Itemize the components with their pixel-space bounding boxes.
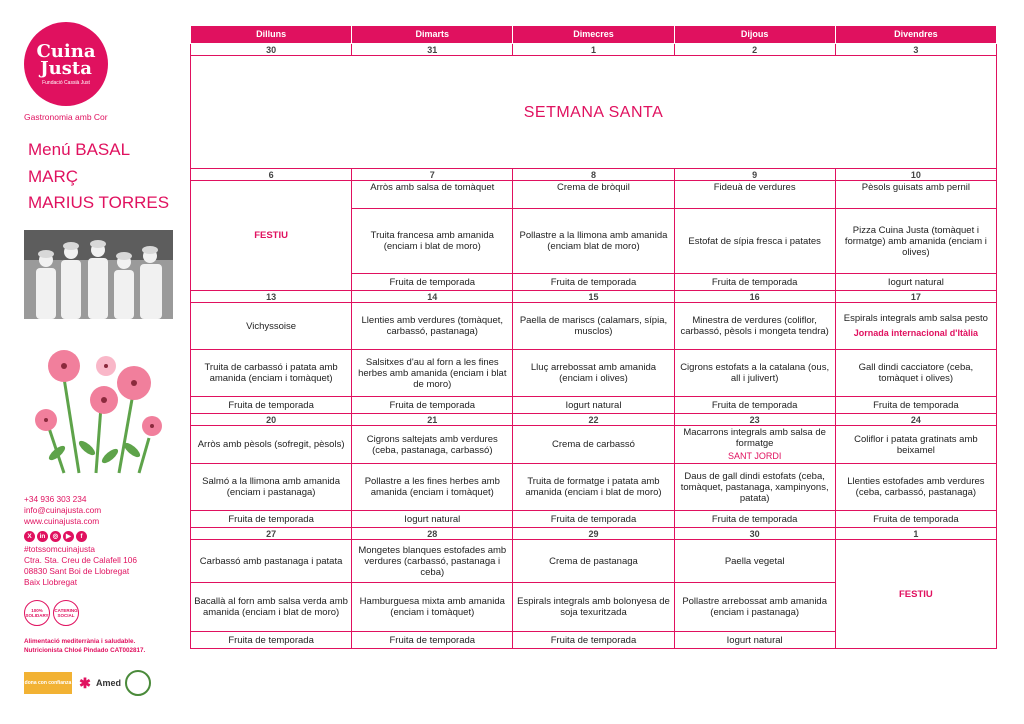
day-header: Dijous <box>674 26 835 44</box>
amed-mark-icon: ✱ <box>79 675 91 691</box>
dessert: Fruita de temporada <box>513 274 674 291</box>
dessert: Fruita de temporada <box>352 274 513 291</box>
logo-subtitle: Fundació Cassià Just <box>42 79 90 86</box>
second-course: Truita de formatge i patata amb amanida (enciam i blat de moro) <box>513 464 674 511</box>
dona-con-confianza-logo: dona con confianza <box>24 672 72 694</box>
dessert: Fruita de temporada <box>513 632 674 649</box>
first-course-cell <box>674 426 835 464</box>
note-line2: Nutricionista Chloé Pindado CAT002817. <box>24 647 146 654</box>
menu-type: Menú BASAL <box>28 140 131 159</box>
dessert: Iogurt natural <box>352 511 513 528</box>
date-cell: 1 <box>835 528 996 540</box>
second-course: Pollastre a les fines herbes amb amanida (enciam i tomàquet) <box>352 464 513 511</box>
dessert: Fruita de temporada <box>674 511 835 528</box>
amed-label: Amed <box>96 678 122 688</box>
phone-number[interactable]: +34 936 303 234 <box>24 494 87 504</box>
dessert: Fruita de temporada <box>513 511 674 528</box>
second-course: Lluç arrebossat amb amanida (enciam i olives) <box>513 350 674 397</box>
second-course: Llenties estofades amb verdures (ceba, carbassó, pastanaga) <box>835 464 996 511</box>
dessert: Fruita de temporada <box>191 511 352 528</box>
menu-month: MARÇ <box>28 167 79 186</box>
catering-social-badge: CATERING SOCIAL <box>53 600 79 626</box>
second-course: Truita francesa amb amanida (enciam i blat de moro) <box>352 209 513 274</box>
region: Baix Llobregat <box>24 577 78 587</box>
date-cell: 16 <box>674 291 835 303</box>
menu-school: MARIUS TORRES <box>28 193 170 212</box>
street: Ctra. Sta. Creu de Calafell 106 <box>24 555 137 565</box>
second-course: Pizza Cuina Justa (tomàquet i formatge) amb amanida (enciam i olives) <box>835 209 996 274</box>
solidary-badge: 100% SOLIDARY <box>24 600 50 626</box>
first-course: Minestra de verdures (coliflor, carbassó, pèsols i mongeta tendra) <box>674 303 835 350</box>
kitchen-team-photo <box>24 230 173 319</box>
italy-day-note: Jornada internacional d'Itàlia <box>853 328 978 338</box>
email-link[interactable]: info@cuinajusta.com <box>24 505 102 515</box>
date-cell: 2 <box>674 44 835 56</box>
first-course: Mongetes blanques estofades amb verdures (carbassó, pastanaga i ceba) <box>352 540 513 583</box>
second-course: Estofat de sípia fresca i patates <box>674 209 835 274</box>
logo-text-line1: Cuina <box>36 40 96 62</box>
first-course: Carbassó amb pastanaga i patata <box>191 540 352 583</box>
x-icon[interactable]: X <box>24 531 35 542</box>
date-cell: 28 <box>352 528 513 540</box>
first-course: Arròs amb salsa de tomàquet <box>352 181 513 209</box>
city: 08830 Sant Boi de Llobregat <box>24 566 130 576</box>
date-cell: 29 <box>513 528 674 540</box>
instagram-icon[interactable]: ◎ <box>50 531 61 542</box>
first-course: Coliflor i patata gratinats amb beixamel <box>835 426 996 464</box>
hashtag: #totssomcuinajusta <box>24 544 96 554</box>
date-cell: 8 <box>513 169 674 181</box>
dessert: Fruita de temporada <box>352 397 513 414</box>
dessert: Fruita de temporada <box>352 632 513 649</box>
team-photo-illustration <box>24 230 173 319</box>
first-course: Paella de mariscs (calamars, sípia, musclos) <box>513 303 674 350</box>
dessert: Fruita de temporada <box>191 397 352 414</box>
first-course: Vichyssoise <box>191 303 352 350</box>
dessert: Fruita de temporada <box>674 274 835 291</box>
date-cell: 10 <box>835 169 996 181</box>
sidebar <box>0 0 185 724</box>
website-link[interactable]: www.cuinajusta.com <box>24 516 100 526</box>
first-course: Crema de pastanaga <box>513 540 674 583</box>
date-row <box>191 528 997 540</box>
badges <box>24 600 79 626</box>
second-course: Truita de carbassó i patata amb amanida (enciam i tomàquet) <box>191 350 352 397</box>
weekly-menu-calendar <box>190 25 997 649</box>
tagline: Gastronomia amb Cor <box>24 112 108 122</box>
date-cell: 22 <box>513 414 674 426</box>
date-cell: 7 <box>352 169 513 181</box>
date-cell: 30 <box>191 44 352 56</box>
date-cell: 14 <box>352 291 513 303</box>
day-header: Dilluns <box>191 26 352 44</box>
social-icons <box>24 531 87 542</box>
holiday-cell <box>835 540 996 649</box>
first-course: Crema de bròquil <box>513 181 674 209</box>
first-course: Fideuà de verdures <box>674 181 835 209</box>
address <box>24 544 137 588</box>
nutrition-note <box>24 637 145 655</box>
flowers-illustration <box>24 338 174 478</box>
first-course-cell <box>835 303 996 350</box>
date-row <box>191 169 997 181</box>
dessert: Iogurt natural <box>835 274 996 291</box>
date-row <box>191 291 997 303</box>
date-cell: 15 <box>513 291 674 303</box>
second-course: Espirals integrals amb bolonyesa de soja texuritzada <box>513 583 674 632</box>
day-header-row <box>191 26 997 44</box>
day-header: Dimecres <box>513 26 674 44</box>
first-course: Crema de carbassó <box>513 426 674 464</box>
day-header: Dimarts <box>352 26 513 44</box>
date-cell: 9 <box>674 169 835 181</box>
date-cell: 1 <box>513 44 674 56</box>
linkedin-icon[interactable]: in <box>37 531 48 542</box>
date-cell: 24 <box>835 414 996 426</box>
second-course: Daus de gall dindi estofats (ceba, tomàquet, pastanaga, xampinyons, patata) <box>674 464 835 511</box>
second-course: Pollastre arrebossat amb amanida (enciam i pastanaga) <box>674 583 835 632</box>
date-cell: 13 <box>191 291 352 303</box>
date-cell: 3 <box>835 44 996 56</box>
holiday-cell <box>191 181 352 291</box>
first-course: Llenties amb verdures (tomàquet, carbassó, pastanaga) <box>352 303 513 350</box>
dessert: Fruita de temporada <box>835 511 996 528</box>
date-cell: 31 <box>352 44 513 56</box>
amed-logo <box>76 674 121 692</box>
facebook-icon[interactable]: f <box>76 531 87 542</box>
seal-logo <box>125 670 151 696</box>
date-cell: 20 <box>191 414 352 426</box>
holiday-label: FESTIU <box>254 230 288 241</box>
second-course: Cigrons estofats a la catalana (ous, all i julivert) <box>674 350 835 397</box>
day-header: Divendres <box>835 26 996 44</box>
date-cell: 17 <box>835 291 996 303</box>
second-course: Pollastre a la llimona amb amanida (enciam blat de moro) <box>513 209 674 274</box>
date-cell: 21 <box>352 414 513 426</box>
date-row <box>191 44 997 56</box>
dessert: Iogurt natural <box>674 632 835 649</box>
second-course: Bacallà al forn amb salsa verda amb amanida (enciam i blat de moro) <box>191 583 352 632</box>
dessert: Fruita de temporada <box>674 397 835 414</box>
second-course: Gall dindi cacciatore (ceba, tomàquet i olives) <box>835 350 996 397</box>
second-course: Salsitxes d'au al forn a les fines herbes amb amanida (enciam i blat de moro) <box>352 350 513 397</box>
date-row <box>191 414 997 426</box>
holiday-label: FESTIU <box>898 588 933 600</box>
dessert: Fruita de temporada <box>835 397 996 414</box>
contact-info <box>24 494 101 527</box>
date-cell: 6 <box>191 169 352 181</box>
date-cell: 23 <box>674 414 835 426</box>
note-line1: Alimentació mediterrània i saludable. <box>24 638 136 645</box>
date-cell: 30 <box>674 528 835 540</box>
second-course: Salmó a la llimona amb amanida (enciam i pastanaga) <box>191 464 352 511</box>
dessert: Fruita de temporada <box>191 632 352 649</box>
first-course: Arròs amb pèsols (sofregit, pèsols) <box>191 426 352 464</box>
first-course: Paella vegetal <box>674 540 835 583</box>
logo-text-line2: Justa <box>40 57 92 79</box>
holy-week-banner: SETMANA SANTA <box>191 56 997 169</box>
cuina-justa-logo[interactable] <box>24 22 108 106</box>
first-course: Macarrons integrals amb salsa de formatge <box>683 427 826 449</box>
second-course: Hamburguesa mixta amb amanida (enciam i tomàquet) <box>352 583 513 632</box>
partner-logos <box>24 670 151 696</box>
sant-jordi-note: SANT JORDI <box>727 451 782 461</box>
first-course: Pèsols guisats amb pernil <box>835 181 996 209</box>
first-course: Espirals integrals amb salsa pesto <box>843 313 988 324</box>
first-course: Cigrons saltejats amb verdures (ceba, pastanaga, carbassó) <box>352 426 513 464</box>
dessert: Iogurt natural <box>513 397 674 414</box>
youtube-icon[interactable]: ▶ <box>63 531 74 542</box>
date-cell: 27 <box>191 528 352 540</box>
